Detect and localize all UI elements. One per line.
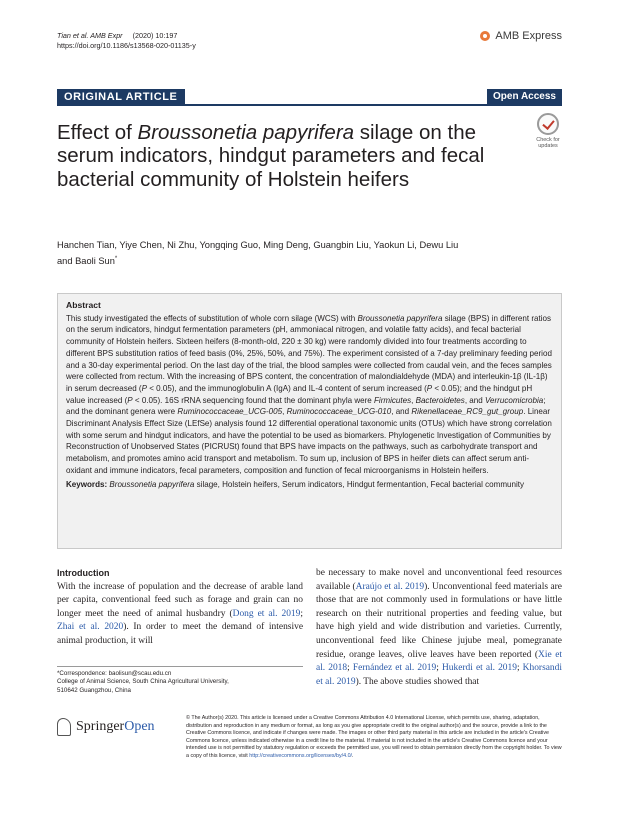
author-list — [57, 239, 527, 268]
article-type-banner — [57, 90, 562, 106]
correspondence-note — [57, 666, 303, 695]
affiliation-line1: College of Animal Science, South China Agricultural University, — [57, 678, 229, 686]
ref-link[interactable]: Khorsandi et al. 2019 — [316, 663, 562, 687]
ref-link[interactable]: Xie et al. 2018 — [316, 649, 563, 674]
amb-logo-icon — [480, 31, 490, 41]
article-title — [57, 121, 517, 191]
check-updates-icon — [537, 113, 559, 135]
abstract-box — [57, 293, 562, 549]
license-statement: © The Author(s) 2020. This article is licensed under a Creative Commons Attribution 4.0 International License, which permits use, sharing, adaptation, distribution and reproduction in any medium or format, as long as you give appropriate credit to the original author(s) and the source, provide a link to the Creative Commons licence, and indicate if changes were made. The images or other third party material in this article are included in the article's Creative Commons licence, unless indicated otherwise in a credit line to the material. If material is not included in the article's Creative Commons licence and your intended use is not permitted by statutory regulation or exceeds the permitted use, you will need to obtain permission directly from the copyright holder. To view a copy of this licence, visit http://creativecommons.org/licenses/by/4.0/. — [186, 715, 562, 759]
ref-link[interactable]: Dong et al. 2019 — [232, 608, 301, 619]
springer-open-logo — [57, 718, 155, 736]
corresponding-mark: * — [114, 255, 118, 262]
year-volume: (2020) 10:197 — [132, 31, 178, 40]
journal-brand[interactable] — [480, 30, 562, 42]
title-part1: Effect of — [57, 121, 138, 144]
springer-horse-icon — [57, 718, 71, 736]
ref-link[interactable]: Araújo et al. 2019 — [355, 581, 425, 592]
right-column: be necessary to make novel and unconventional feed resources available (Araújo et al. 2019). Unconventional feed materials are those that are not commonly used in formulations or have little research on their nutritional properties and feeding value, but have high yield and wide distribution and varieties. Currently, unconventional feed like Chinese jujube meal, pomegranate residue, orange leaves, olive leaves have been reported (Xie et al. 2018; Fernández et al. 2019; Hukerdi et al. 2019; Khorsandi et al. 2019). The above studies showed that — [316, 568, 563, 687]
doi-link[interactable]: https://doi.org/10.1186/s13568-020-01135-y — [57, 40, 196, 50]
title-species: Broussonetia papyrifera — [137, 121, 355, 144]
open-access-badge: Open Access — [487, 89, 562, 105]
abstract-heading: Abstract — [66, 300, 101, 310]
license-link[interactable]: http://creativecommons.org/licenses/by/4.0/ — [249, 752, 353, 759]
journal-short: Tian et al. AMB Expr — [57, 31, 123, 40]
check-updates-label: Check for updates — [536, 137, 560, 150]
keywords: Keywords: Broussonetia papyrifera silage, Holstein heifers, Serum indicators, Hindgut fermentantion, Fecal bacterial community — [66, 479, 525, 489]
ref-link[interactable]: Fernández et al. 2019 — [352, 663, 437, 674]
ref-link[interactable]: Hukerdi et al. 2019 — [441, 663, 517, 674]
springer-open-wordmark: SpringerOpen — [76, 719, 155, 734]
article-type-badge: ORIGINAL ARTICLE — [57, 89, 185, 105]
check-for-updates[interactable] — [532, 113, 564, 149]
introduction-heading: Introduction — [57, 568, 110, 578]
affiliation-line2: 510642 Guangzhou, China — [57, 686, 131, 694]
title-part2: silage on the serum indicators, hindgut parameters and fecal bacterial community of Holstein heifers — [57, 121, 485, 191]
authors-line1: Hanchen Tian, Yiye Chen, Ni Zhu, Yongqing Guo, Ming Deng, Guangbin Liu, Yaokun Li, Dewu Liu — [57, 240, 459, 250]
ref-link[interactable]: Zhai et al. 2020 — [57, 622, 124, 633]
abstract-body: This study investigated the effects of substitution of whole corn silage (WCS) with Broussonetia papyrifera silage (BPS) in different ratios on the serum indicators, hindgut fermentation parameters (pH, ammoniacal nitrogen, and volatile fatty acids), and fecal bacterial community of Holstein heifers. Sixteen heifers (8-month-old, 220 ± 30 kg) were randomly divided into four treatments according to different BPS substitution ratios of feed basis (0%, 25%, 50%, and 75%). The experiment consisted of a 7-day preliminary feeding period and a 30-day experimental period. On the last day of the trial, the blood samples were collected from caudal vein, and the feces samples were collected from rectum. With the increasing of BPS content, the concentration of malondialdehyde (MDA) and interleukin-1β (IL-1β) in serum decreased (P < 0.05), and the immunoglobulin A (IgA) and IL-4 content of serum increased (P < 0.05); and the hindgut pH value increased (P < 0.05). 16S rRNA sequencing found that the dominant phyla were Firmicutes, Bacteroidetes, and Verrucomicrobia; and the dominant genera were Ruminococcaceae_UCG-005, Ruminococcaceae_UCG-010, and Rikenellaceae_RC9_gut_group. Linear Discriminant Analysis Effect Size (LEfSe) analysis found 12 differential operational taxonomic units (OTUs) which have strong correlation with some serum and hindgut indicators, and have the potential to be used as biomarkers. Phylogenetic Investigation of Communities by Reconstruction of Unobserved States (PICRUSt) found that BPS have impacts on the pathways, such as carbohydrate transport and metabolism, and promotes amino acid transport and metabolism. To sum up, inclusion of BPS in heifer diets can affect serum anti-oxidant and immune indicators, fecal parameters, composition and function of fecal microorganisms in Holstein heifers. — [66, 313, 552, 475]
introduction-column — [57, 567, 303, 649]
authors-line2: and Baoli Sun* — [57, 255, 118, 266]
correspondence-email: *Correspondence: baolisun@scau.edu.cn — [57, 670, 172, 677]
brand-name: AMB Express — [495, 30, 562, 42]
running-header — [57, 31, 196, 50]
introduction-text: With the increase of population and the decrease of arable land per capita, conventional feed such as forage and grain can no longer meet the need of animal husbandry (Dong et al. 2019; Zhai et al. 2020). In order to meet the demand of intensive animal production, it will — [57, 581, 304, 646]
